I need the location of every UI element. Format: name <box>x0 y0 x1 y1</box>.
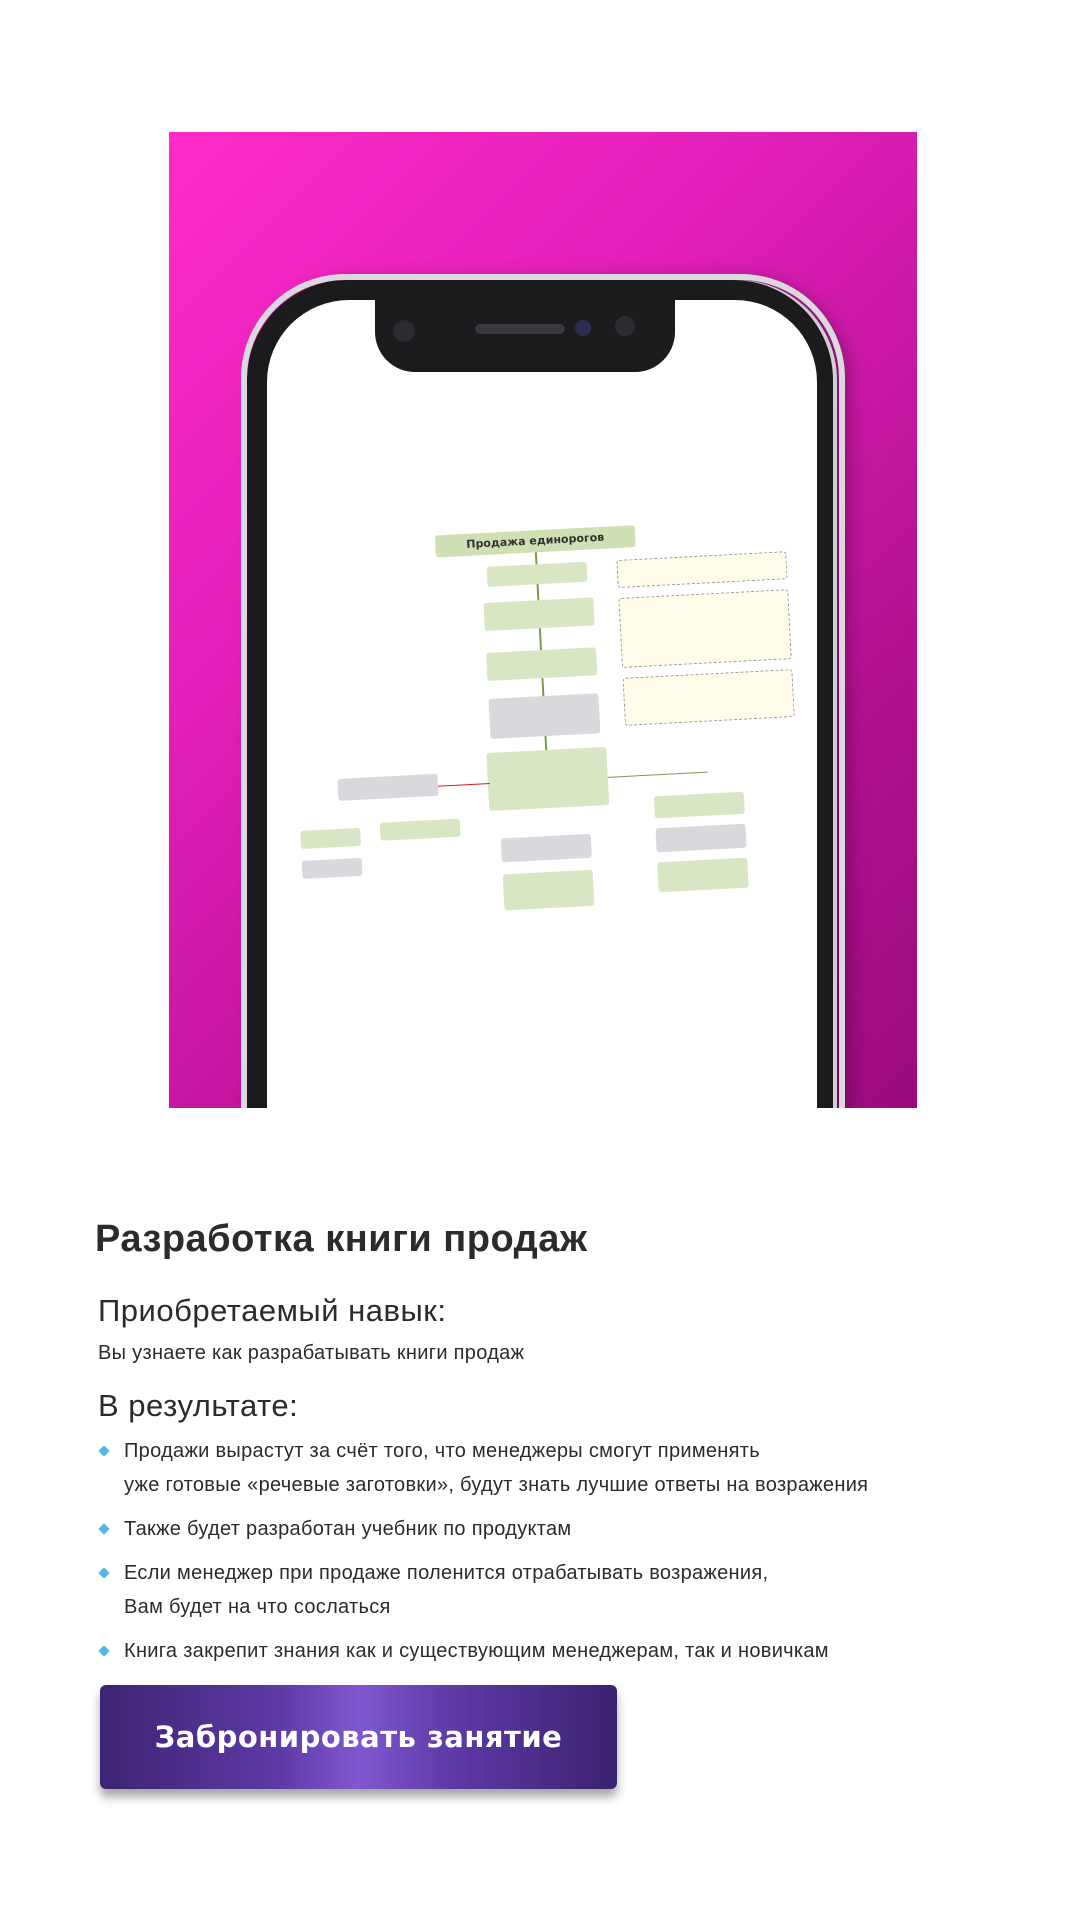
skill-heading: Приобретаемый навык: <box>98 1293 447 1328</box>
list-item <box>98 1512 1018 1546</box>
list-item-text: Также будет разработан учебник по продуктам <box>124 1518 572 1540</box>
flowchart-note <box>623 669 795 726</box>
flowchart-node <box>501 834 592 863</box>
list-item <box>98 1434 1018 1502</box>
flowchart-node <box>654 792 745 819</box>
section-title: Разработка книги продаж <box>95 1218 588 1260</box>
flowchart-note <box>616 551 787 588</box>
list-item-text: Книга закрепит знания как и существующим менеджерам, так и новичкам <box>124 1640 829 1662</box>
flowchart-title: Продажа единорогов <box>435 525 636 557</box>
diamond-bullet-icon <box>98 1567 109 1578</box>
hero-image <box>169 132 917 1108</box>
flowchart-node <box>380 819 461 841</box>
phone-notch <box>375 300 675 372</box>
flowchart-node <box>486 747 609 811</box>
flowchart-node <box>486 647 597 681</box>
flowchart-connector <box>608 772 708 778</box>
flowchart-node <box>300 828 361 849</box>
result-heading: В результате: <box>98 1388 299 1423</box>
flowchart-node <box>487 562 588 587</box>
flowchart-node <box>337 774 438 801</box>
flowchart-note <box>618 589 791 668</box>
flowchart-node <box>655 824 746 853</box>
diamond-bullet-icon <box>98 1445 109 1456</box>
sensor-icon <box>575 320 591 336</box>
flowchart-node <box>657 858 748 893</box>
flowchart-node <box>503 870 595 911</box>
diamond-bullet-icon <box>98 1645 109 1656</box>
results-list <box>98 1434 1018 1678</box>
phone-mockup <box>247 280 837 1108</box>
camera-icon <box>393 320 415 342</box>
flowchart <box>285 517 809 1013</box>
flowchart-node <box>488 693 600 739</box>
book-lesson-button[interactable]: Забронировать занятие <box>100 1685 617 1789</box>
flowchart-node <box>483 597 594 631</box>
list-item <box>98 1556 1018 1624</box>
flowchart-node <box>302 858 363 879</box>
camera-icon <box>615 316 635 336</box>
list-item-text: Вам будет на что сослаться <box>124 1596 391 1618</box>
list-item-text: Если менеджер при продаже поленится отрабатывать возражения, <box>124 1562 769 1584</box>
list-item-text: Продажи вырастут за счёт того, что менеджеры смогут применять <box>124 1440 760 1462</box>
list-item <box>98 1634 1018 1668</box>
diamond-bullet-icon <box>98 1523 109 1534</box>
list-item-text: уже готовые «речевые заготовки», будут знать лучшие ответы на возражения <box>124 1474 869 1496</box>
skill-text: Вы узнаете как разрабатывать книги продаж <box>98 1342 525 1364</box>
phone-screen <box>267 300 817 1108</box>
speaker-grille <box>475 324 565 334</box>
